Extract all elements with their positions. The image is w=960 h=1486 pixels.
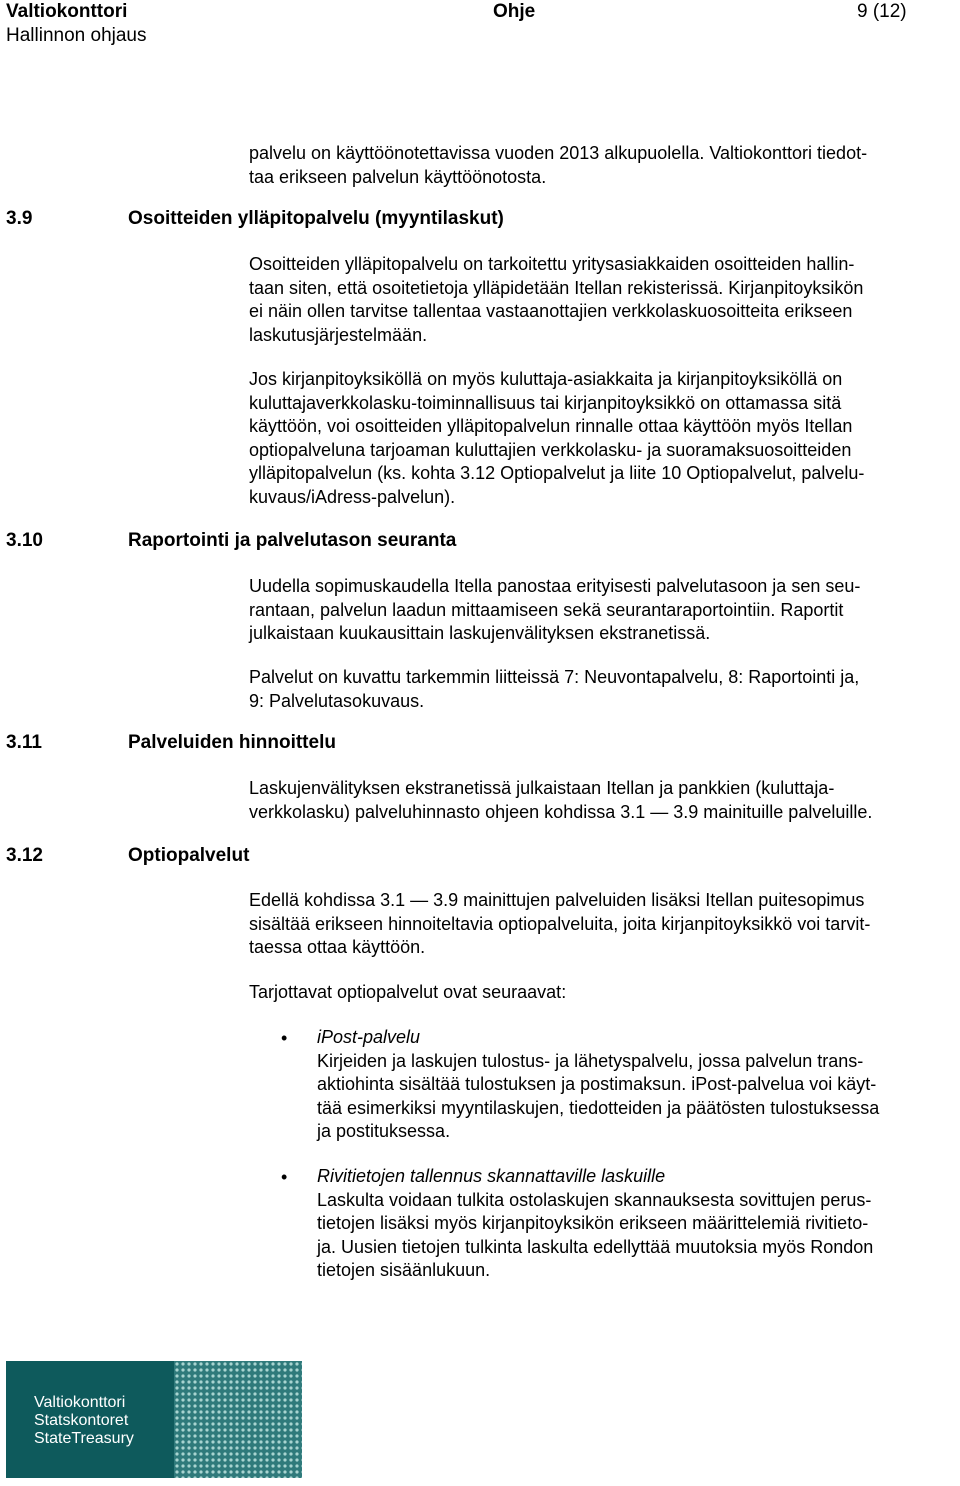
text-line: käyttöön, voi osoitteiden ylläpitopalvelun rinnalle ottaa käyttöön myös Itellan — [249, 416, 853, 437]
intro-line: taa erikseen palvelun käyttöönotosta. — [249, 166, 547, 187]
section-3-12-paragraph-1 — [249, 889, 954, 960]
text-line: Osoitteiden ylläpitopalvelu on tarkoitettu yritysasiakkaiden osoitteiden hallin- — [249, 254, 855, 274]
logo-line: StateTreasury — [34, 1430, 134, 1447]
section-title: Osoitteiden ylläpitopalvelu (myyntilaskut) — [128, 208, 504, 229]
header-doc-type: Ohje — [493, 1, 536, 22]
text-line: Laskulta voidaan tulkita ostolaskujen skannauksesta sovittujen perus- — [317, 1189, 872, 1210]
bullet-item-ipost — [317, 1026, 957, 1144]
text-line: ei näin ollen tarvitse tallentaa vastaanottajien verkkolaskuosoitteita erikseen — [249, 301, 853, 322]
section-number: 3.9 — [6, 208, 33, 229]
text-line: ylläpitopalvelun (ks. kohta 3.12 Optiopalvelut ja liite 10 Optiopalvelut, palvelu- — [249, 463, 865, 484]
intro-line: palvelu on käyttöönotettavissa vuoden 2013 alkupuolella. Valtiokonttori tiedot- — [249, 143, 868, 163]
text-line: julkaistaan kuukausittain laskujenvälityksen ekstranetissä. — [249, 623, 711, 644]
section-3-9-paragraph-1 — [249, 253, 954, 347]
text-line: taan siten, että osoitetietoja ylläpidetään Itellan rekisterissä. Kirjanpitoyksikön — [249, 277, 864, 298]
bullet-item-rivitiedot — [317, 1165, 957, 1283]
header-dept: Hallinnon ohjaus — [6, 25, 147, 46]
text-line: ja postituksessa. — [317, 1121, 451, 1142]
text-line: verkkolasku) palveluhinnasto ohjeen kohdissa 3.1 — 3.9 mainituille palveluille. — [249, 801, 873, 822]
logo-line: Valtiokonttori — [34, 1394, 126, 1411]
section-3-11-paragraph-1 — [249, 777, 954, 824]
section-3-10-paragraph-1 — [249, 575, 954, 646]
text-line: aktiohinta sisältää tulostuksen ja postimaksun. iPost-palvelua voi käyt- — [317, 1074, 877, 1095]
header-org: Valtiokonttori — [6, 1, 128, 22]
section-number: 3.10 — [6, 530, 43, 551]
section-number: 3.12 — [6, 845, 43, 866]
bullet-title: Rivitietojen tallennus skannattaville laskuille — [317, 1166, 666, 1186]
bullet-marker: • — [281, 1028, 288, 1048]
section-title: Optiopalvelut — [128, 845, 250, 866]
text-line: ja. Uusien tietojen tulkinta laskulta edellyttää muutoksia myös Rondon — [317, 1236, 874, 1257]
text-line: tietojen sisäänlukuun. — [317, 1260, 491, 1281]
text-line: sisältää erikseen hinnoiteltavia optiopalveluita, joita kirjanpitoyksikkö voi tarvit- — [249, 913, 871, 934]
text-line: Tarjottavat optiopalvelut ovat seuraavat: — [249, 982, 567, 1002]
intro-paragraph — [249, 142, 954, 189]
text-line: laskutusjärjestelmään. — [249, 324, 428, 345]
text-line: Edellä kohdissa 3.1 — 3.9 mainittujen palveluiden lisäksi Itellan puitesopimus — [249, 890, 865, 910]
text-line: tää esimerkiksi myyntilaskujen, tiedotteiden ja päätösten tulostuksessa — [317, 1097, 880, 1118]
section-title: Raportointi ja palvelutason seuranta — [128, 530, 457, 551]
section-3-10-paragraph-2 — [249, 666, 954, 713]
text-line: Laskujenvälityksen ekstranetissä julkaistaan Itellan ja pankkien (kuluttaja- — [249, 778, 835, 798]
section-3-12-paragraph-2 — [249, 981, 954, 1005]
text-line: Uudella sopimuskaudella Itella panostaa erityisesti palvelutasoon ja sen seu- — [249, 576, 861, 596]
text-line: Palvelut on kuvattu tarkemmin liitteissä 7: Neuvontapalvelu, 8: Raportointi ja, — [249, 667, 860, 687]
section-title: Palveluiden hinnoittelu — [128, 732, 336, 753]
text-line: 9: Palvelutasokuvaus. — [249, 690, 425, 711]
bullet-marker: • — [281, 1167, 288, 1187]
section-3-9-paragraph-2 — [249, 368, 954, 510]
valtiokonttori-logo — [6, 1361, 302, 1478]
text-line: rantaan, palvelun laadun mittaamiseen sekä seurantaraportointiin. Raportit — [249, 599, 844, 620]
logo-dotted-panel — [174, 1361, 302, 1478]
text-line: kuvaus/iAdress-palvelun). — [249, 486, 456, 507]
text-line: optiopalveluna tarjoaman kuluttajien verkkolasku- ja suoramaksuosoitteiden — [249, 439, 852, 460]
header-page-number: 9 (12) — [857, 1, 907, 22]
bullet-title: iPost-palvelu — [317, 1027, 421, 1047]
section-number: 3.11 — [6, 732, 42, 753]
text-line: Jos kirjanpitoyksiköllä on myös kuluttaja-asiakkaita ja kirjanpitoyksiköllä on — [249, 369, 843, 389]
text-line: kuluttajaverkkolasku-toiminnallisuus tai kirjanpitoyksikkö on ottamassa sitä — [249, 392, 842, 413]
text-line: taessa ottaa käyttöön. — [249, 937, 426, 958]
text-line: Kirjeiden ja laskujen tulostus- ja lähetyspalvelu, jossa palvelun trans- — [317, 1050, 864, 1071]
text-line: tietojen lisäksi myös kirjanpitoyksikön erikseen määrittelemiä rivitieto- — [317, 1213, 869, 1234]
logo-line: Statskontoret — [34, 1412, 129, 1429]
